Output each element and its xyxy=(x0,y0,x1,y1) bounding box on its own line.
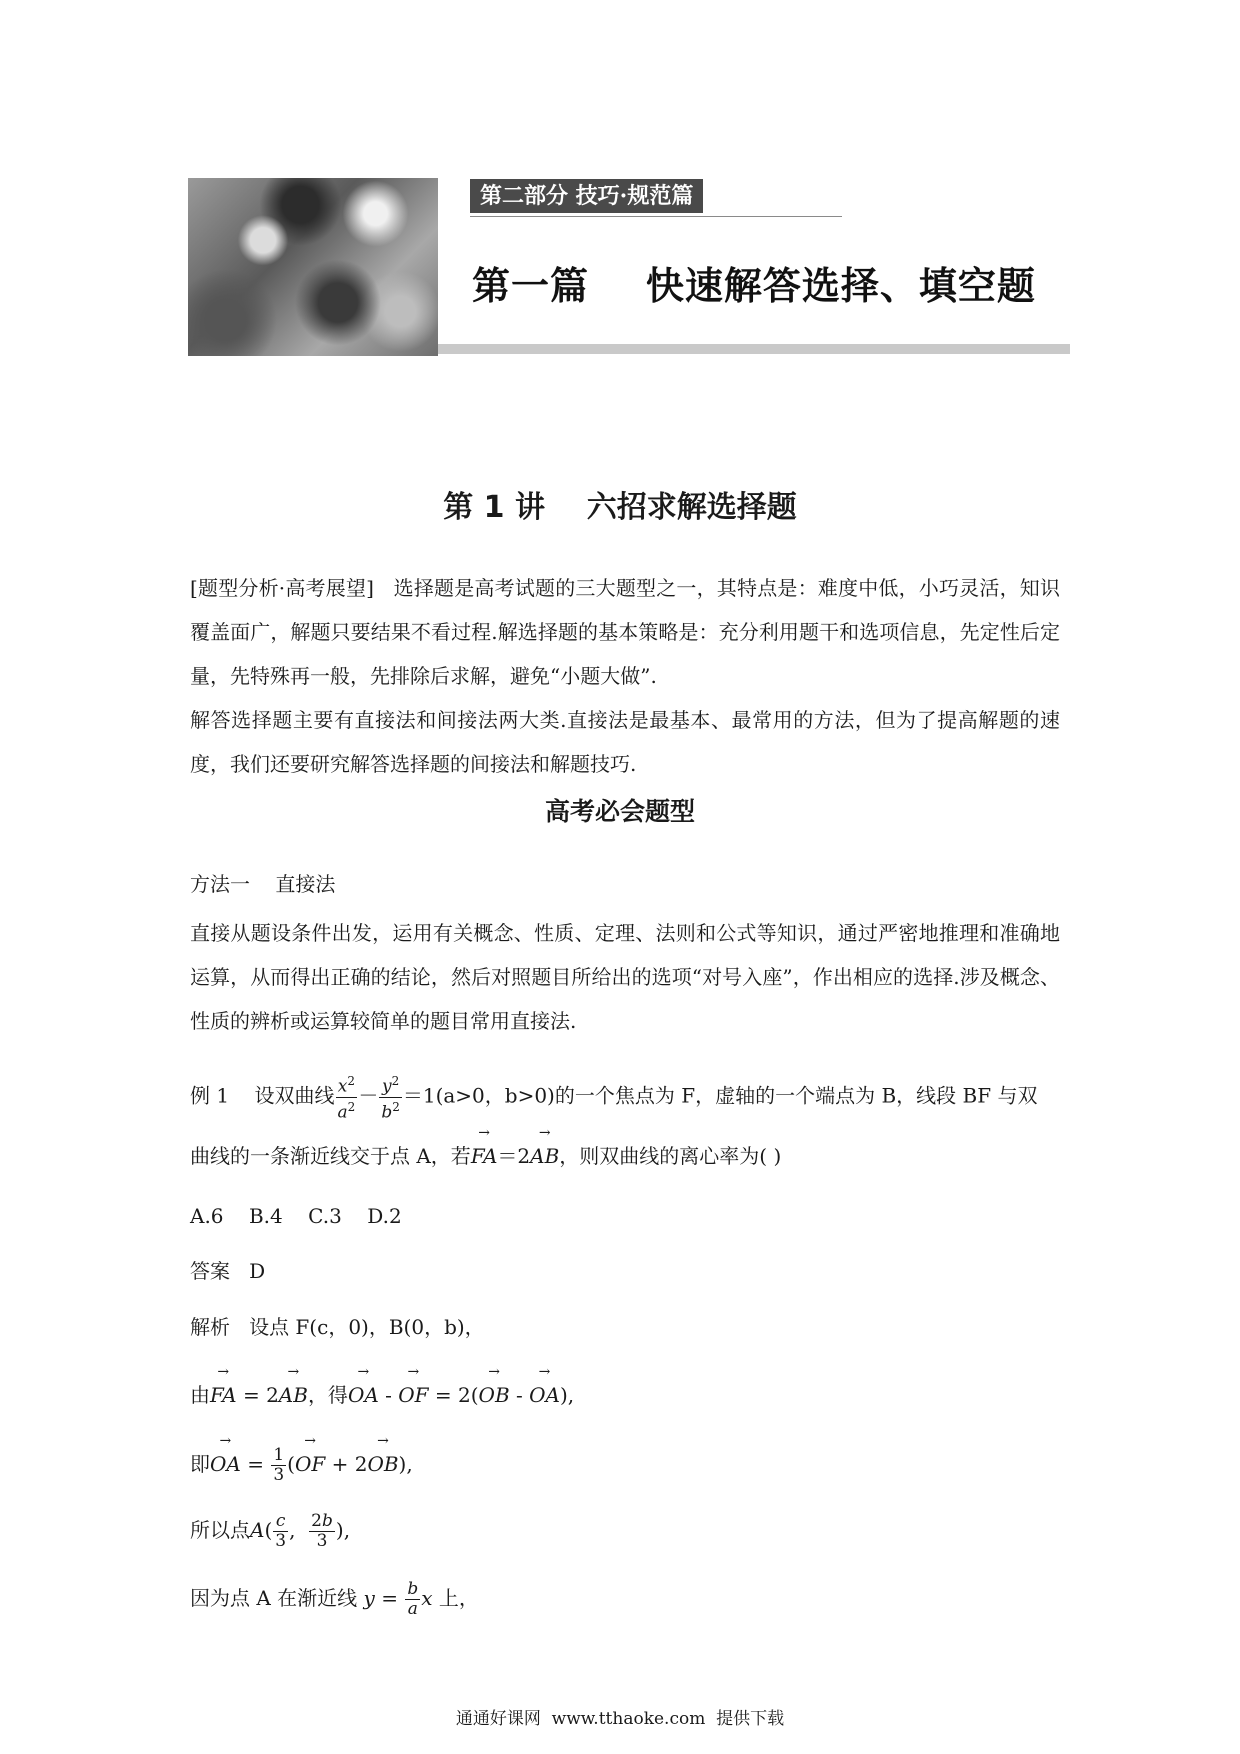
vector-ob: → OB xyxy=(479,1380,510,1410)
example1-options: A.6 B.4 C.3 D.2 xyxy=(190,1204,402,1228)
intro-text-1: 选择题是高考试题的三大题型之一，其特点是：难度中低，小巧灵活，知识覆盖面广，解题只要结果不看过程.解选择题的基本策略是：充分利用题干和选项信息，先定性后定量，先特殊再一般，先排除后求解，避免“小题大做”. xyxy=(190,576,1060,688)
answer-label: 答案 xyxy=(190,1259,230,1283)
vector-oa: → OA xyxy=(210,1449,241,1479)
answer-value: D xyxy=(249,1259,266,1283)
solution-text: 设点 F(c，0)，B(0，b)， xyxy=(249,1315,485,1339)
solution-line2: 由→ FA = 2→ AB，得→ OA - → OF = 2(→ OB - → OA), xyxy=(190,1380,574,1410)
vector-oa: → OA xyxy=(529,1380,560,1410)
example1-question-line1: 例 1 设双曲线 $\frac{x^2}{a^2}$ － $\frac{y^2}{b^2}$ ＝1(a>0，b>0)的一个焦点为 F，虚轴的一个端点为 B，线段 BF 与双 xyxy=(190,1074,1038,1123)
banner-divider xyxy=(438,344,1070,354)
question-text: 设双曲线 xyxy=(254,1083,335,1108)
intro-paragraph xyxy=(190,566,1060,698)
vector-of: → OF xyxy=(398,1380,428,1410)
solution-label: 解析 xyxy=(190,1315,230,1339)
method1-title: 方法一 直接法 xyxy=(190,872,336,896)
solution-line4: 所以点A( $\frac{c}{3}$ , $\frac{2b}{3}$ ), xyxy=(190,1511,351,1551)
intro-tag: [题型分析·高考展望] xyxy=(190,576,374,600)
question-text: ＝2 xyxy=(497,1144,531,1168)
vector-ob: → OB xyxy=(367,1449,398,1479)
solution-text: 因为点 A 在渐近线 xyxy=(190,1586,358,1610)
method1-desc: 直接从题设条件出发，运用有关概念、性质、定理、法则和公式等知识，通过严密地推理和准确地运算，从而得出正确的结论，然后对照题目所给出的选项“对号入座”，作出相应的选择.涉及概念、性质的辨析或运算较简单的题目常用直接法. xyxy=(190,921,1060,1033)
vector-fa: → FA xyxy=(471,1141,498,1171)
lecture-title: 第 1 讲 六招求解选择题 xyxy=(443,490,797,525)
footer-credit: 通通好课网 www.tthaoke.com 提供下载 xyxy=(455,1709,785,1729)
part-underline xyxy=(470,216,842,217)
fraction-2b-3: $\frac{2b}{3}$ xyxy=(311,1511,333,1551)
intro-paragraph-2: 解答选择题主要有直接法和间接法两大类.直接法是最基本、最常用的方法，但为了提高解题的速度，我们还要研究解答选择题的间接法和解题技巧. xyxy=(190,708,1060,776)
section-title: 第一篇 快速解答选择、填空题 xyxy=(472,264,1036,308)
question-text: ＝1(a>0，b>0)的一个焦点为 F，虚轴的一个端点为 B，线段 BF 与双 xyxy=(402,1083,1038,1108)
solution-line3: 即→ OA = $\frac{1}{3}$ (→ OF + 2→ OB), xyxy=(190,1446,413,1485)
vector-ab: → AB xyxy=(530,1141,559,1171)
example-label: 例 1 xyxy=(190,1083,230,1108)
example1-answer xyxy=(190,1256,265,1286)
vector-ab: → AB xyxy=(279,1380,308,1410)
question-text: 曲线的一条渐近线交于点 A，若 xyxy=(190,1144,471,1168)
vector-oa: → OA xyxy=(348,1380,379,1410)
example1-question-line2 xyxy=(190,1141,781,1171)
fraction-x2-a2: $\frac{x^2}{a^2}$ xyxy=(337,1074,356,1123)
fraction-1-3: $\frac{1}{3}$ xyxy=(273,1445,285,1485)
solution-line5: 因为点 A 在渐近线 y = $\frac{b}{a}$ x 上， xyxy=(190,1579,479,1619)
banner-photo xyxy=(188,178,438,356)
must-know-heading: 高考必会题型 xyxy=(544,797,695,826)
fraction-y2-b2: $\frac{y^2}{b^2}$ xyxy=(381,1074,400,1123)
question-text: ，则双曲线的离心率为( ) xyxy=(559,1144,782,1168)
solution-text: 所以点 xyxy=(190,1518,250,1542)
solution-text: 上， xyxy=(438,1586,479,1610)
vector-fa: → FA xyxy=(210,1380,237,1410)
solution-line1 xyxy=(190,1312,485,1342)
solution-text: 由 xyxy=(190,1383,210,1407)
solution-text: 即 xyxy=(190,1452,210,1476)
fraction-c-3: $\frac{c}{3}$ xyxy=(275,1511,287,1551)
fraction-b-a: $\frac{b}{a}$ xyxy=(407,1579,419,1619)
part-label: 第二部分 技巧·规范篇 xyxy=(470,179,703,213)
solution-text: ，得 xyxy=(307,1383,348,1407)
vector-of: → OF xyxy=(295,1449,325,1479)
